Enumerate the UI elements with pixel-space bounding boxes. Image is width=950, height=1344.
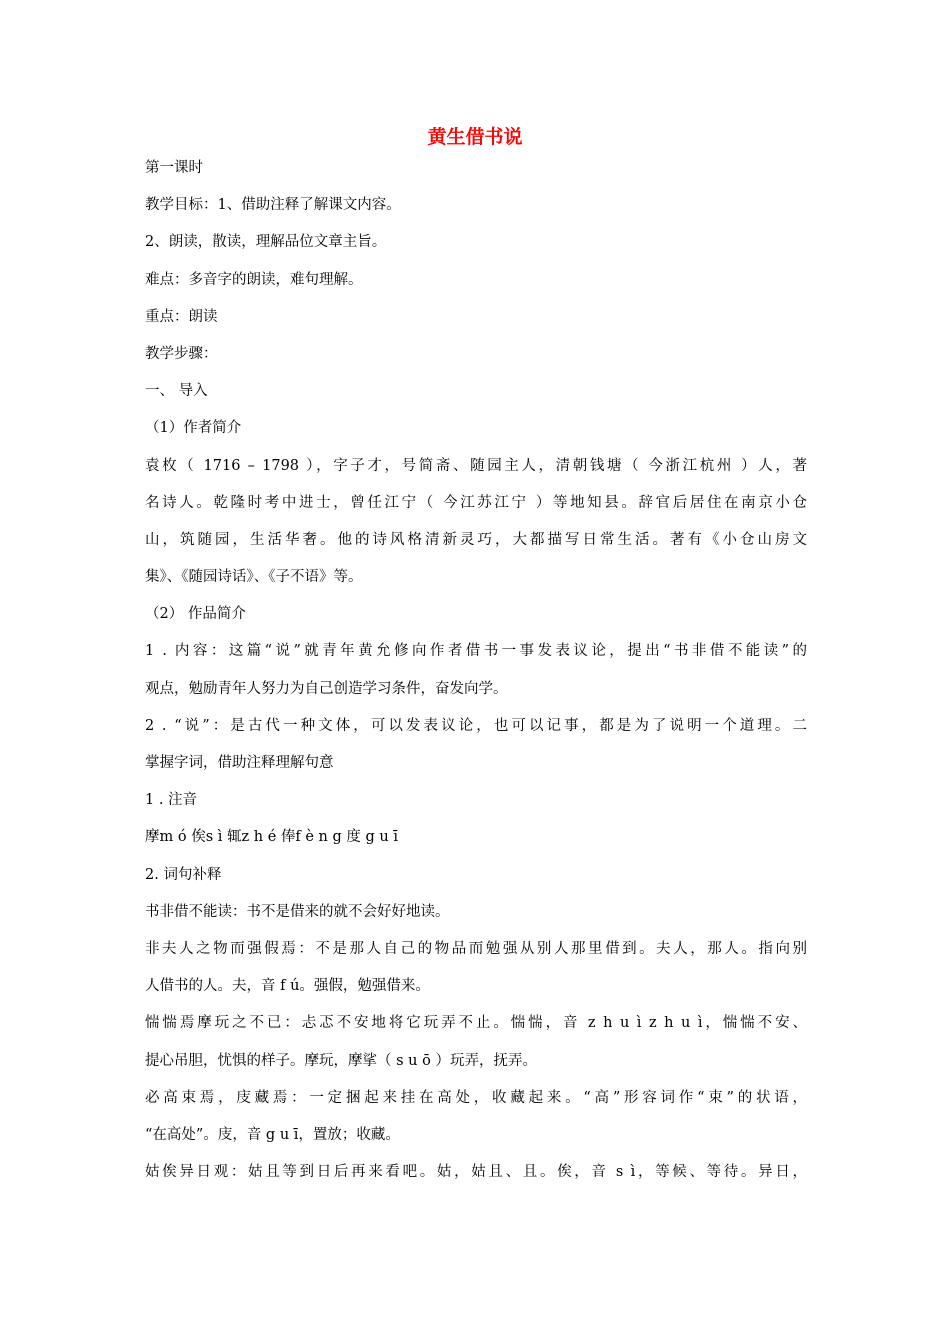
text-line: 1 . 注音 [145, 792, 198, 809]
text-line: 2 . “说”：是古代一种文体，可以发表议论，也可以记事，都是为了说明一个道理。二 [145, 717, 807, 734]
text-line: 2、朗读，散读，理解品位文章主旨。 [145, 234, 387, 251]
text-line: 袁枚（ 1716 – 1798 ），字子才，号简斋、随园主人，清朝钱塘（ 今浙江杭州 ）人，著 [145, 457, 807, 474]
text-line: 非夫人之物而强假焉：不是那人自己的物品而勉强从别人那里借到。夫人，那人。指向别 [145, 940, 807, 957]
text-line: 1 . 内容：这篇“说”就青年黄允修向作者借书一事发表议论，提出“书非借不能读”的 [145, 643, 807, 660]
text-line: 姑俟异日观：姑且等到日后再来看吧。姑，姑且、且。俟，音 s ì，等候、等待。异日， [145, 1164, 807, 1181]
text-line: 一、 导入 [145, 383, 208, 400]
text-line: 必高束焉，庋藏焉：一定捆起来挂在高处，收藏起来。“高”形容词作“束”的状语， [145, 1089, 807, 1106]
text-line: 掌握字词，借助注释理解句意 [145, 755, 334, 771]
text-line: 惴惴焉摩玩之不已：忐忑不安地将它玩弄不止。惴惴，音 z h u ì z h u ì，惴惴不安、 [145, 1015, 807, 1032]
text-line: 第一课时 [145, 160, 203, 176]
text-line: 提心吊胆，忧惧的样子。摩玩，摩挲（ s u ō ）玩弄，抚弄。 [145, 1052, 537, 1069]
text-line: 教学目标：1、借助注释了解课文内容。 [145, 197, 401, 214]
document-body [145, 150, 807, 1191]
text-line: （1）作者简介 [145, 420, 242, 437]
document-title: 黄生借书说 [427, 126, 523, 148]
text-line: 名诗人。乾隆时考中进士，曾任江宁（ 今江苏江宁 ）等地知县。辞官后居住在南京小仓 [145, 494, 807, 511]
text-line: 集》、《随园诗话》、《子不语》等。 [145, 569, 363, 586]
text-line: 教学步骤： [145, 345, 218, 362]
text-line: 难点：多音字的朗读，难句理解。 [145, 271, 363, 288]
text-line: 观点，勉励青年人努力为自己创造学习条件，奋发向学。 [145, 680, 508, 697]
text-line: （2） 作品简介 [145, 606, 246, 623]
text-line: 人借书的人。夫，音 f ú。强假，勉强借来。 [145, 978, 430, 995]
text-line: “在高处”。庋，音 g u ī，置放；收藏。 [145, 1126, 400, 1143]
text-line: 山，筑随园，生活华奢。他的诗风格清新灵巧，大都描写日常生活。著有《小仓山房文 [145, 531, 807, 548]
text-line: 摩m ó 俟s ì 辄z h é 俸f è n g 度 g u ī [145, 829, 398, 846]
text-line: 重点：朗读 [145, 308, 218, 325]
text-line: 书非借不能读：书不是借来的就不会好好地读。 [145, 903, 450, 920]
text-line: 2. 词句补释 [145, 866, 222, 883]
